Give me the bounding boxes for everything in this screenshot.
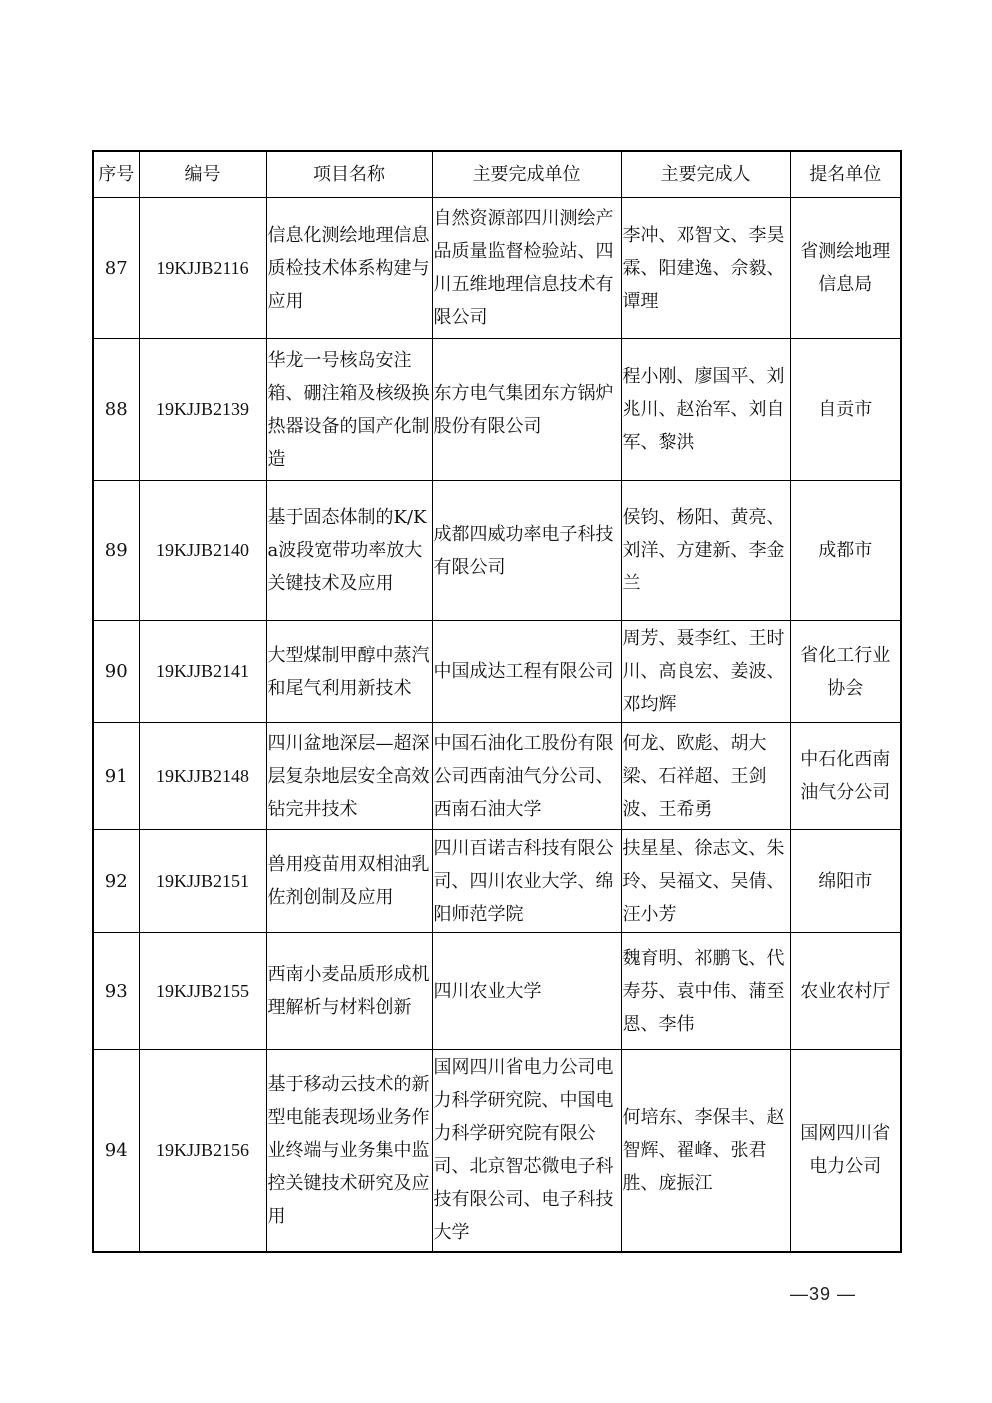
cell-code: 19KJJB2156 (139, 1050, 266, 1252)
header-people: 主要完成人 (621, 151, 790, 198)
table-row (93, 481, 901, 621)
cell-no: 93 (93, 933, 139, 1050)
cell-no: 89 (93, 481, 139, 621)
cell-people: 程小刚、廖国平、刘兆川、赵治军、刘自军、黎洪 (621, 339, 790, 481)
cell-code: 19KJJB2141 (139, 621, 266, 723)
cell-no: 87 (93, 198, 139, 339)
cell-units: 国网四川省电力公司电力科学研究院、中国电力科学研究院有限公司、北京智芯微电子科技有限公司、电子科技大学 (432, 1050, 621, 1252)
cell-people: 扶星星、徐志文、朱玲、吴福文、吴倩、汪小芳 (621, 830, 790, 933)
cell-code: 19KJJB2140 (139, 481, 266, 621)
cell-project: 基于移动云技术的新型电能表现场业务作业终端与业务集中监控关键技术研究及应用 (266, 1050, 432, 1252)
cell-project: 兽用疫苗用双相油乳佐剂创制及应用 (266, 830, 432, 933)
cell-units: 自然资源部四川测绘产品质量监督检验站、四川五维地理信息技术有限公司 (432, 198, 621, 339)
cell-no: 92 (93, 830, 139, 933)
cell-people: 周芳、聂李红、王时川、高良宏、姜波、邓均辉 (621, 621, 790, 723)
header-no: 序号 (93, 151, 139, 198)
cell-project: 信息化测绘地理信息质检技术体系构建与应用 (266, 198, 432, 339)
cell-code: 19KJJB2148 (139, 723, 266, 830)
header-project: 项目名称 (266, 151, 432, 198)
cell-nominator: 绵阳市 (790, 830, 901, 933)
cell-nominator: 省测绘地理信息局 (790, 198, 901, 339)
table-row (93, 723, 901, 830)
cell-nominator: 国网四川省电力公司 (790, 1050, 901, 1252)
table-body (93, 198, 901, 1252)
cell-units: 中国石油化工股份有限公司西南油气分公司、西南石油大学 (432, 723, 621, 830)
cell-units: 成都四威功率电子科技有限公司 (432, 481, 621, 621)
cell-code: 19KJJB2139 (139, 339, 266, 481)
table-row (93, 933, 901, 1050)
cell-people: 李冲、邓智文、李昊霖、阳建逸、佘毅、谭理 (621, 198, 790, 339)
cell-people: 魏育明、祁鹏飞、代寿芬、袁中伟、蒲至恩、李伟 (621, 933, 790, 1050)
cell-project: 四川盆地深层—超深层复杂地层安全高效钻完井技术 (266, 723, 432, 830)
cell-no: 90 (93, 621, 139, 723)
cell-units: 东方电气集团东方锅炉股份有限公司 (432, 339, 621, 481)
cell-nominator: 自贡市 (790, 339, 901, 481)
table-row (93, 339, 901, 481)
cell-nominator: 中石化西南油气分公司 (790, 723, 901, 830)
header-row (93, 151, 901, 198)
cell-units: 中国成达工程有限公司 (432, 621, 621, 723)
cell-people: 侯钧、杨阳、黄亮、刘洋、方建新、李金兰 (621, 481, 790, 621)
cell-units: 四川百诺吉科技有限公司、四川农业大学、绵阳师范学院 (432, 830, 621, 933)
cell-no: 88 (93, 339, 139, 481)
table-header (93, 151, 901, 198)
table-row (93, 1050, 901, 1252)
cell-no: 94 (93, 1050, 139, 1252)
cell-nominator: 省化工行业协会 (790, 621, 901, 723)
table-row (93, 198, 901, 339)
header-code: 编号 (139, 151, 266, 198)
table-row (93, 830, 901, 933)
cell-people: 何龙、欧彪、胡大梁、石祥超、王剑波、王希勇 (621, 723, 790, 830)
cell-code: 19KJJB2155 (139, 933, 266, 1050)
cell-no: 91 (93, 723, 139, 830)
cell-project: 基于固态体制的K/Ka波段宽带功率放大关键技术及应用 (266, 481, 432, 621)
cell-code: 19KJJB2116 (139, 198, 266, 339)
cell-project: 西南小麦品质形成机理解析与材料创新 (266, 933, 432, 1050)
cell-nominator: 成都市 (790, 481, 901, 621)
cell-project: 华龙一号核岛安注箱、硼注箱及核级换热器设备的国产化制造 (266, 339, 432, 481)
page-number: —39 — (790, 1284, 857, 1304)
header-units: 主要完成单位 (432, 151, 621, 198)
cell-project: 大型煤制甲醇中蒸汽和尾气利用新技术 (266, 621, 432, 723)
cell-units: 四川农业大学 (432, 933, 621, 1050)
header-nominator: 提名单位 (790, 151, 901, 198)
award-table (92, 150, 902, 1253)
cell-code: 19KJJB2151 (139, 830, 266, 933)
table-row (93, 621, 901, 723)
cell-people: 何培东、李保丰、赵智辉、翟峰、张君胜、庞振江 (621, 1050, 790, 1252)
cell-nominator: 农业农村厅 (790, 933, 901, 1050)
